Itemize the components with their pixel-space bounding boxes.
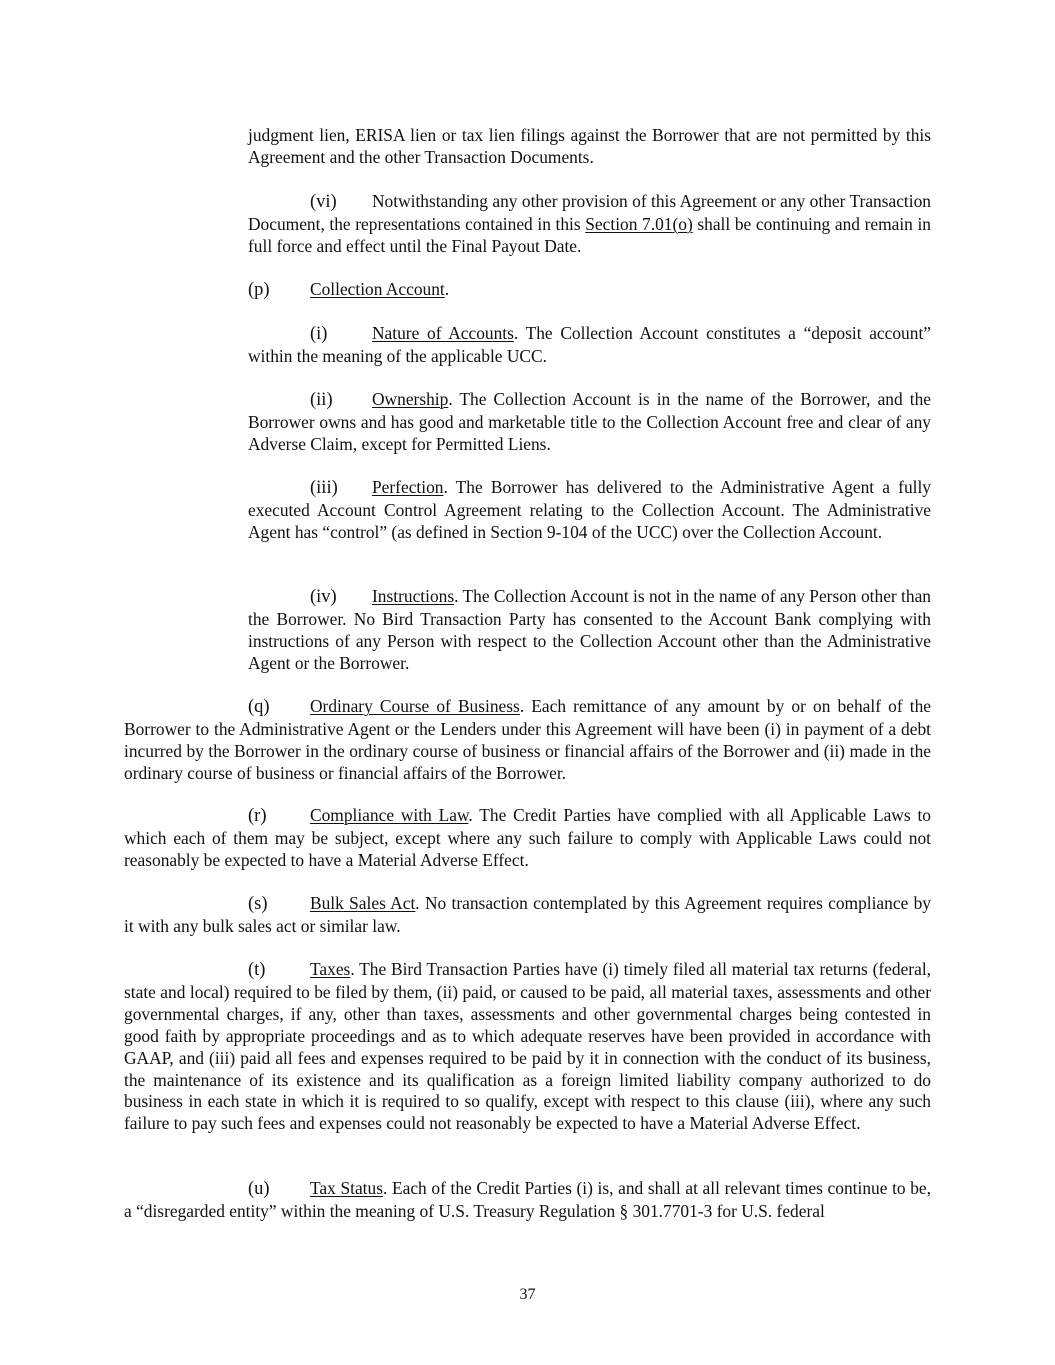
paragraph-p-iii [248,477,931,544]
paragraph-text: . [444,279,450,299]
clause-heading: Ordinary Course of Business [310,696,520,716]
clause-heading: Instructions [372,586,455,606]
clause-heading: Collection Account [310,279,445,299]
clause-number: (r) [248,806,267,826]
paragraph-continuation [248,125,931,169]
paragraph-p-iv [248,586,931,675]
paragraph-text: . The Collection Account is in the name of the Borrower, and the Borrower owns and has good and marketable title to the Collection Account free and clear of any Adverse Claim, except for Permitted Liens. [248,389,931,454]
paragraph-text: . The Credit Parties have complied with all Applicable Laws to which each of them may be subject, except where any such failure to comply with Applicable Laws could not reasonably be expected to have a Material Adverse Effect. [124,805,931,870]
paragraph-text: . No transaction contemplated by this Agreement requires compliance by it with any bulk sales act or similar law. [124,893,931,936]
clause-number: (iii) [310,478,338,498]
paragraph-vi [248,191,931,258]
paragraph-text: . Each of the Credit Parties (i) is, and shall at all relevant times continue to be, a “disregarded entity” within the meaning of U.S. Treasury Regulation § 301.7701-3 for U.S. federal [124,1178,932,1221]
paragraph-text: . Each remittance of any amount by or on behalf of the Borrower to the Administrative Agent or the Lenders under this Agreement will have been (i) in payment of a debt incurred by the Borrower in the ordinary course of business or financial affairs of the Borrower and (ii) made in the ordinary course of business or financial affairs of the Borrower. [124,696,931,783]
clause-number: (ii) [310,390,333,410]
paragraph-text: . The Collection Account constitutes a “deposit account” within the meaning of the applicable UCC. [248,323,931,366]
clause-heading: Ownership [372,389,449,409]
section-reference: Section 7.01(o) [585,213,693,234]
clause-number: (iv) [310,587,337,607]
clause-number: (i) [310,324,328,344]
paragraph-p [248,279,931,302]
paragraph-u [124,1178,931,1223]
paragraph-text: . The Bird Transaction Parties have (i) timely filed all material tax returns (federal, state and local) required to be filed by them, (ii) paid, or caused to be paid, all material taxes, assessments and other governmental charges, if any, other than taxes, assessments and other governmental charges being contested in good faith by appropriate proceedings and as to which adequate reserves have been provided in accordance with GAAP, and (iii) paid all fees and expenses required to be paid by it in connection with the conduct of its business, the maintenance of its existence and its qualification as a foreign limited liability company authorized to do business in each state in which it is required to so qualify, except with respect to this clause (iii), where any such failure to pay such fees and expenses could not reasonably be expected to have a Material Adverse Effect. [124,959,931,1134]
clause-number: (p) [248,280,270,300]
paragraph-text: . The Borrower has delivered to the Administrative Agent a fully executed Account Control Agreement relating to the Collection Account. The Administrative Agent has “control” (as defined in Section 9-104 of the UCC) over the Collection Account. [248,477,931,542]
page-number: 37 [519,1286,536,1303]
clause-number: (t) [248,960,266,980]
clause-heading: Perfection [372,477,444,497]
paragraph-text: shall be continuing and remain in full force and effect until the Final Payout Date. [248,213,931,256]
clause-number: (vi) [310,192,337,212]
clause-heading: Bulk Sales Act [310,893,416,913]
clause-heading: Compliance with Law [310,805,469,825]
paragraph-p-i [248,323,931,368]
clause-number: (q) [248,697,270,717]
clause-heading: Nature of Accounts [372,323,514,343]
paragraph-s [124,893,931,938]
paragraph-text: judgment lien, ERISA lien or tax lien filings against the Borrower that are not permitted by this Agreement and the other Transaction Documents. [248,125,931,167]
paragraph-q [124,696,931,785]
clause-number: (u) [248,1179,270,1199]
paragraph-r [124,805,931,872]
clause-number: (s) [248,894,268,914]
paragraph-text: Notwithstanding any other provision of this Agreement or any other Transaction Document, the representations contained in this [248,191,931,234]
paragraph-t [124,959,931,1135]
paragraph-text: . The Collection Account is not in the name of any Person other than the Borrower. No Bird Transaction Party has consented to the Account Bank complying with instructions of any Person with respect to the Collection Account other than the Administrative Agent or the Borrower. [248,586,931,673]
paragraph-p-ii [248,389,931,456]
clause-heading: Taxes [310,959,351,979]
clause-heading: Tax Status [310,1178,383,1198]
